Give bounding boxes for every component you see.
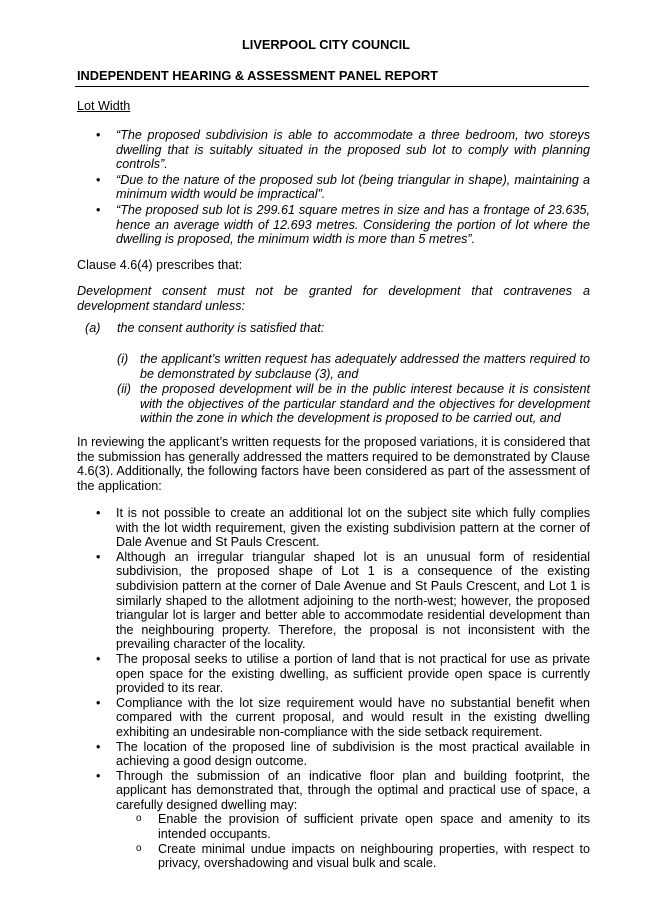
bullet-icon: • <box>96 172 101 187</box>
factor-item: • It is not possible to create an additional lot on the subject site which fully complies with the lot width requirement, given the existing subdivision pattern at the corner of Dale Avenue and St Pauls Crescent. <box>96 506 590 550</box>
standard-text: Development consent must not be granted for development that contravenes a development standard unless: <box>77 284 590 313</box>
condition-label: (a) <box>85 321 101 335</box>
header-rule <box>75 86 589 87</box>
quote-item: • “The proposed sub lot is 299.61 square metres in size and has a frontage of 23.635, hence an average width of 12.693 metres. Considering the portion of lot where the dwelling is proposed, the minimum width is more than 5 metres”. <box>96 202 590 247</box>
factor-item: • The proposal seeks to utilise a portion of land that is not practical for use as private open space for the existing dwelling, as sufficient provide open space is currently provided to its rear. <box>96 651 590 696</box>
bullet-icon: • <box>96 739 101 754</box>
quote-item: • “Due to the nature of the proposed sub lot (being triangular in shape), maintaining a minimum width would be impractical”. <box>96 172 590 202</box>
circle-bullet-icon: o <box>136 813 142 825</box>
factor-item: • Through the submission of an indicative floor plan and building footprint, the applicant has demonstrated that, through the optimal and practical use of space, a carefully designed dwelling may: o Enable the provision of sufficient private open space and amenity to its intended occupants. o Create minimal undue impacts on neighbouring properties, with respect to privacy, overshadowing and visual bulk and scale. <box>96 768 590 871</box>
quote-list <box>77 128 590 248</box>
roman-numeral: (i) <box>117 352 129 366</box>
sub-condition-list <box>117 352 590 427</box>
condition-a <box>85 321 585 336</box>
sub-factor-item: o Enable the provision of sufficient private open space and amenity to its intended occupants. <box>136 812 590 842</box>
bullet-icon: • <box>96 128 101 142</box>
quote-item: • “The proposed subdivision is able to accommodate a three bedroom, two storeys dwelling that is suitably situated in the proposed sub lot to comply with planning controls”. <box>96 128 590 172</box>
bullet-icon: • <box>96 549 101 564</box>
sub-factor-list <box>116 812 590 870</box>
clause-intro: Clause 4.6(4) prescribes that: <box>77 258 243 272</box>
condition-text: the consent authority is satisfied that: <box>117 321 325 335</box>
bullet-icon: • <box>96 651 101 666</box>
bullet-icon: • <box>96 768 101 783</box>
sub-condition-item: (ii) the proposed development will be in the public interest because it is consistent with the objectives of the particular standard and the objectives for development within the zone in which the development is proposed to be carried out, and <box>117 382 590 426</box>
factor-list <box>77 506 590 871</box>
factor-item: • The location of the proposed line of subdivision is the most practical available in achieving a good design outcome. <box>96 739 590 769</box>
review-paragraph: In reviewing the applicant’s written requests for the proposed variations, it is considered that the submission has generally addressed the matters required to be demonstrated by Clause 4.6(3). Additionally, the following factors have been considered as part of the assessment of the application: <box>77 435 590 493</box>
report-title: INDEPENDENT HEARING & ASSESSMENT PANEL REPORT <box>77 68 438 83</box>
sub-condition-item: (i) the applicant’s written request has adequately addressed the matters required to be demonstrated by subclause (3), and <box>117 352 590 381</box>
bullet-icon: • <box>96 695 101 710</box>
factor-item: • Compliance with the lot size requirement would have no substantial benefit when compared with the current proposal, and would result in the existing dwelling exhibiting an undesirable non-compliance with the side setback requirement. <box>96 695 590 739</box>
bullet-icon: • <box>96 202 101 217</box>
section-heading: Lot Width <box>77 99 131 113</box>
bullet-icon: • <box>96 506 101 520</box>
factor-item: • Although an irregular triangular shaped lot is an unusual form of residential subdivision, the proposed shape of Lot 1 is a consequence of the existing subdivision pattern at the corner of Dale Avenue and St Pauls Crescent, and Lot 1 is similarly shaped to the allotment adjoining to the north-west; however, the proposed triangular lot is larger and better able to accommodate residential development than the neighbouring property. Therefore, the proposal is not inconsistent with the prevailing character of the locality. <box>96 549 590 652</box>
sub-factor-item: o Create minimal undue impacts on neighbouring properties, with respect to privacy, overshadowing and visual bulk and scale. <box>136 841 590 871</box>
council-name: LIVERPOOL CITY COUNCIL <box>241 37 411 52</box>
roman-numeral: (ii) <box>117 382 131 397</box>
circle-bullet-icon: o <box>136 842 142 854</box>
